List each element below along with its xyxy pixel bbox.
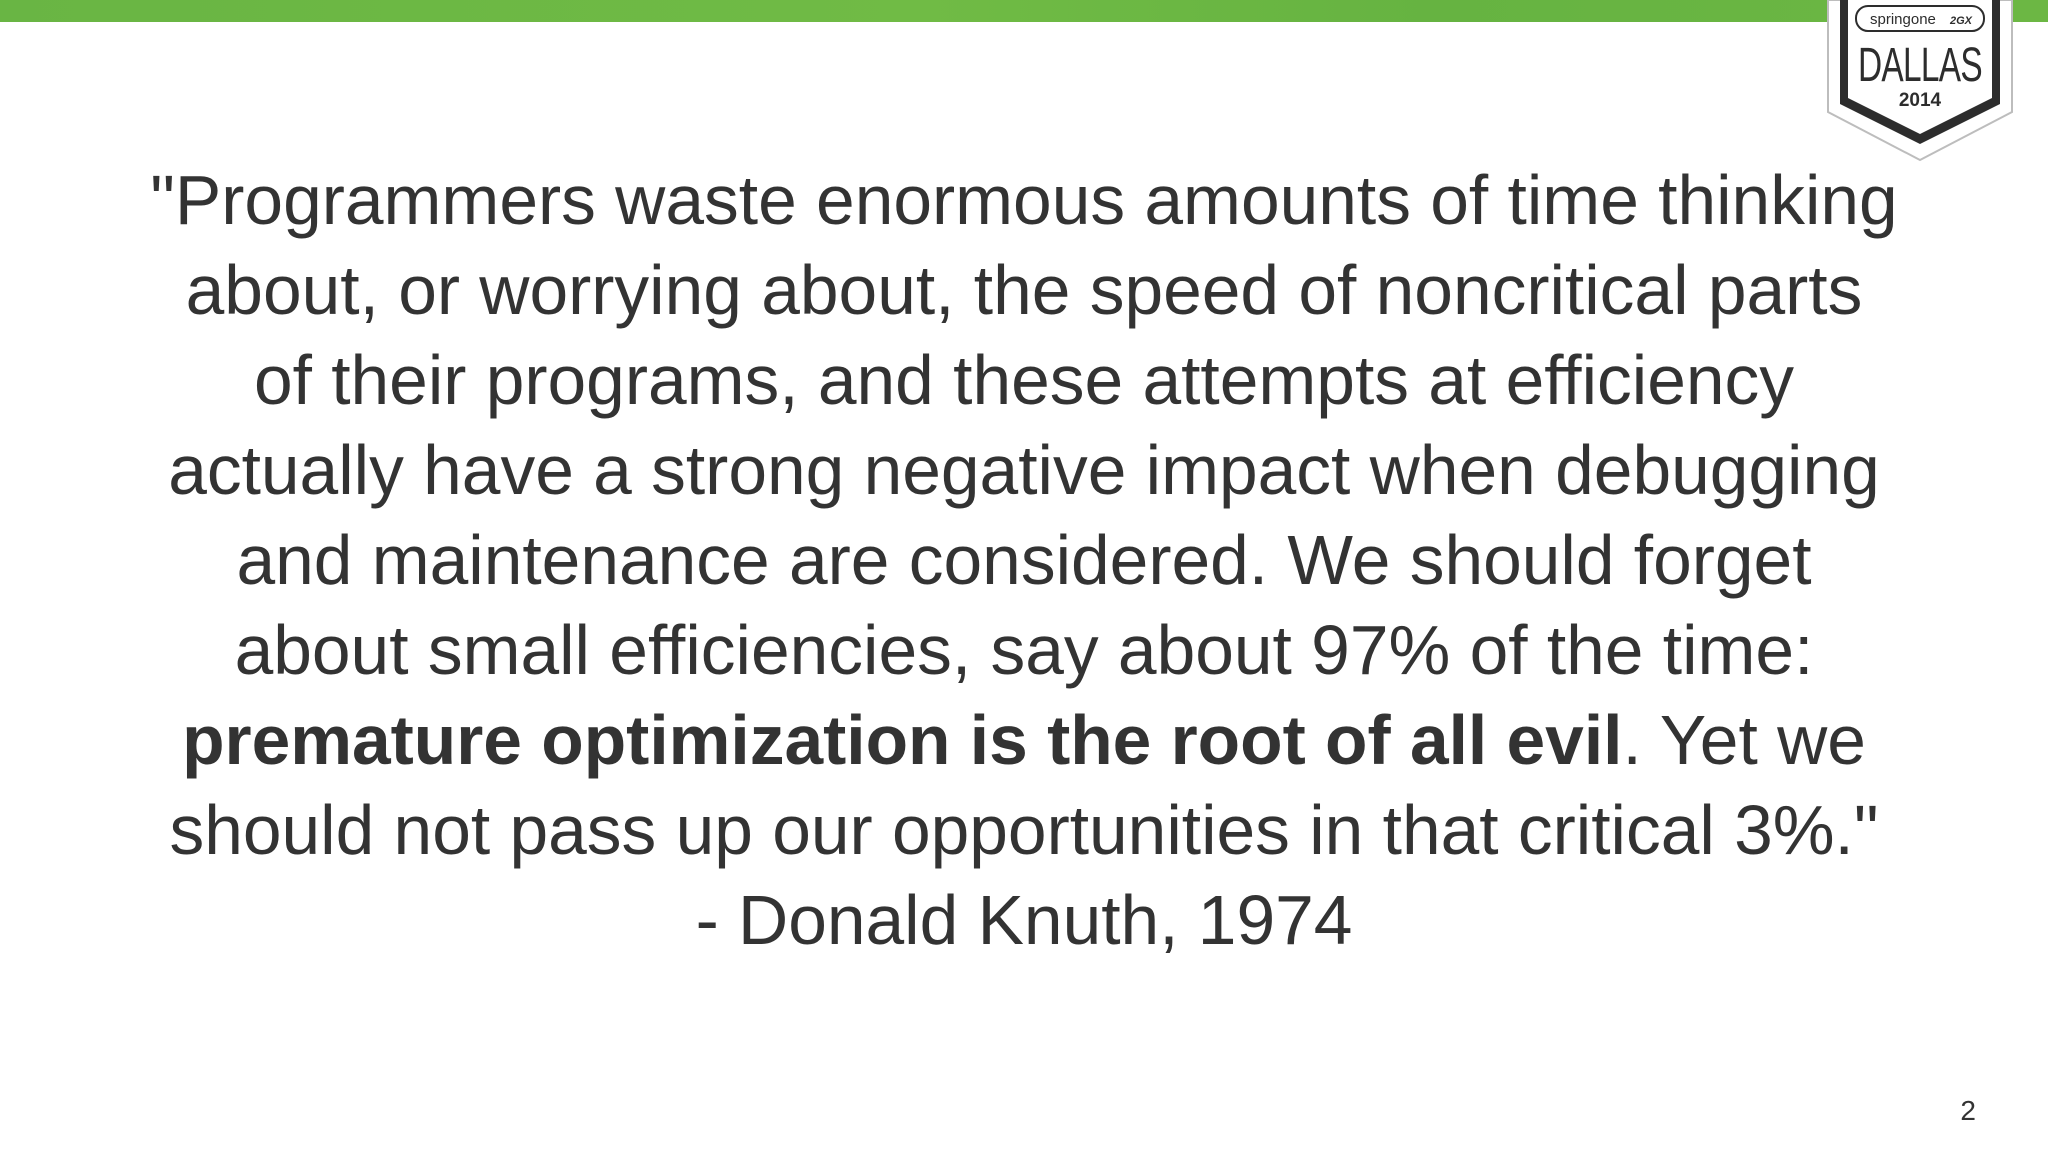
badge-brand-text: springone — [1870, 11, 1936, 28]
quote-line-8: should not pass up our opportunities in that critical 3%." — [169, 791, 1879, 869]
top-accent-bar — [0, 0, 2048, 22]
quote-line-5: and maintenance are considered. We should forget — [236, 521, 1812, 599]
conference-badge — [1822, 0, 2018, 165]
quote-line-1: "Programmers waste enormous amounts of time thinking — [150, 161, 1898, 239]
quote-bold-phrase: premature optimization is the root of all evil — [182, 701, 1623, 779]
badge-year: 2014 — [1898, 90, 1942, 111]
quote-attribution: - Donald Knuth, 1974 — [695, 881, 1353, 959]
badge-brand-mark: 2GX — [1950, 15, 1973, 27]
badge-logo-graphic — [1822, 0, 2018, 165]
quote-line-7-tail: . Yet we — [1622, 701, 1866, 779]
page-number: 2 — [1960, 1095, 1976, 1126]
badge-city: DALLAS — [1858, 39, 1982, 92]
quote-line-6: about small efficiencies, say about 97% of the time: — [234, 611, 1814, 689]
quote-line-3: of their programs, and these attempts at efficiency — [253, 341, 1795, 419]
quote-line-4: actually have a strong negative impact when debugging — [168, 431, 1880, 509]
knuth-quote — [60, 155, 1988, 965]
quote-line-7 — [60, 695, 1988, 785]
quote-line-2: about, or worrying about, the speed of noncritical parts — [185, 251, 1863, 329]
